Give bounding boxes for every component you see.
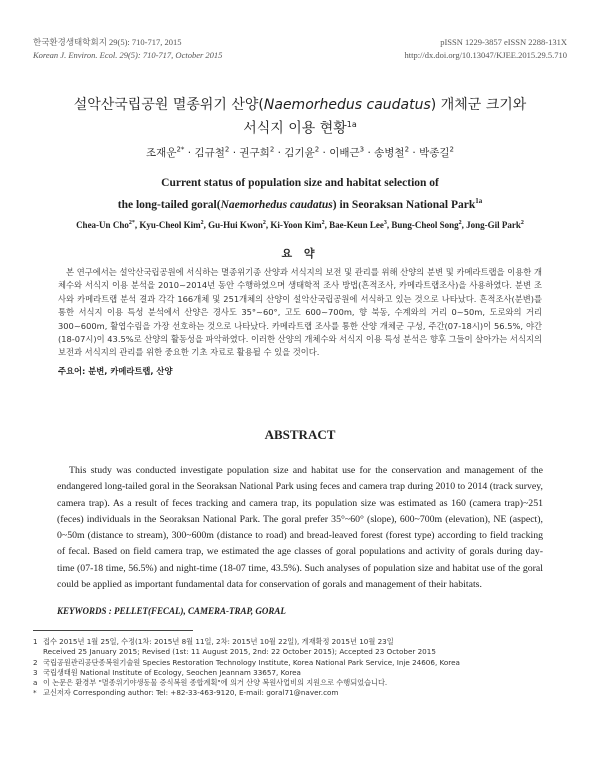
footnote-text: Received 25 January 2015; Revised (1st: 11 August 2015, 2nd: 22 October 2015); Accepted 23 October 2015 xyxy=(43,647,436,657)
author-affiliation-mark: 2 xyxy=(449,145,454,154)
title-en-footnote-mark: 1a xyxy=(475,197,483,205)
author xyxy=(270,220,324,230)
author-affiliation-mark: 2 xyxy=(520,220,524,226)
title-kr-footnote-mark: 1a xyxy=(346,120,357,129)
title-kr-species: Naemorhedus caudatus xyxy=(263,97,431,113)
author xyxy=(146,147,184,159)
author-affiliation-mark: 2 xyxy=(224,145,230,154)
author-name: 송병철 xyxy=(374,147,405,159)
title-en-part2: ) in Seoraksan National Park xyxy=(332,198,476,211)
title-kr-part1: 설악산국립공원 멸종위기 산양( xyxy=(73,97,264,113)
title-english xyxy=(0,174,600,214)
authors-english: Chea-Un Cho$^{2*}$, Kyu-Cheol Kim$^2$, Gu-Hui Kwon$^2$, Ki-Yoon Kim$^2$, Bae-Keun Lee$^3$, Bung-Cheol Song$^2$, Jong-Gil Park$^2$ xyxy=(76,220,524,230)
author-affiliation-mark: 2* xyxy=(128,220,135,226)
footnote-text: 국립공원관리공단종복원기술원 Species Restoration Technology Institute, Korea National Park Service, Inje 24606, Korea xyxy=(43,657,460,667)
title-en-species: Naemorhedus caudatus xyxy=(220,198,333,211)
author xyxy=(329,220,387,230)
footnote-mark xyxy=(33,647,43,657)
author-name: 이배근 xyxy=(329,147,360,159)
title-en-part1: the long-tailed goral( xyxy=(117,198,221,211)
title-en-line1: Current status of population size and habitat selection of xyxy=(161,177,439,189)
summary-kr-keywords: 주요어: 분변, 카메라트랩, 산양 xyxy=(58,366,173,376)
author-name: Gu-Hui Kwon xyxy=(208,220,263,230)
author-affiliation-mark: 2 xyxy=(321,220,325,226)
author-name: Bung-Cheol Song xyxy=(391,220,459,230)
journal-header-left xyxy=(33,36,222,62)
footnote-text: 접수 2015년 1월 25일, 수정(1차: 2015년 8월 11일, 2차: 2015년 10월 22일), 게재확정 2015년 10월 23일 xyxy=(43,637,394,646)
author-name: 김규철 xyxy=(194,147,225,159)
author xyxy=(419,147,454,159)
author-affiliation-mark: 2 xyxy=(404,145,410,154)
author-name: Bae-Keun Lee xyxy=(329,220,384,230)
footnote-text: 교신저자 Corresponding author: Tel: +82-33-463-9120, E-mail: goral71@naver.com xyxy=(43,688,339,698)
author-name: Chea-Un Cho xyxy=(76,220,129,230)
issn-line: pISSN 1229-3857 eISSN 2288-131X xyxy=(440,37,567,47)
author-affiliation-mark: 2* xyxy=(176,145,185,154)
footnote-mark: 2 xyxy=(33,657,38,667)
author-name: Jong-Gil Park xyxy=(466,220,521,230)
footnote-item xyxy=(33,658,573,668)
author xyxy=(239,147,274,159)
author xyxy=(284,147,319,159)
footnote-mark: 3 xyxy=(33,667,38,677)
footnote-item xyxy=(33,678,573,688)
summary-kr-heading: 요 약 xyxy=(281,247,319,260)
author-affiliation-mark: 2 xyxy=(458,220,462,226)
footnote-item xyxy=(33,647,573,657)
footnote-divider xyxy=(33,630,193,631)
author-affiliation-mark: 3 xyxy=(359,145,365,154)
footnote-item xyxy=(33,668,573,678)
author-affiliation-mark: 2 xyxy=(200,220,204,226)
abstract-heading: ABSTRACT xyxy=(264,427,336,442)
summary-kr-body: 본 연구에서는 설악산국립공원에 서식하는 멸종위기종 산양과 서식지의 보전 및 관리를 위해 산양의 분변 및 카메라트랩을 이용한 개체수와 서식지 이용 분석을 2010~2014년 동안 수행하였으며 생태학적 조사 방법(흔적조사, 카메라트랩조사)을 사용하였다. 분변 조사와 카메라트랩 분석 결과 각각 166개체 및 251개체의 산양이 설악산국립공원에 서식하고 있는 것으로 나타났다. 흔적조사(분변)를 통한 서식지 이용 특성 분석에서 산양은 경사도 35°~60°, 고도 600~700m, 향 북동, 수계와의 거리 0~50m, 도로와의 거리 300~600m, 활엽수림을 가장 선호하는 것으로 나타났다. 카메라트랩 조사를 통한 산양 개체군 구성, 주간(07-18시)이 56.5%, 야간(18-07시)이 43.5%로 산양의 활동성을 파악하였다. 이러한 산양의 개체수와 서식지 이용 특성 분석은 향후 그들이 살아가는 서식지의 보전과 서식지의 관리를 위한 중요한 기초 자료로 활용될 수 있을 것이다. xyxy=(58,267,542,358)
footnote-mark: * xyxy=(33,688,37,698)
author-name: 권구희 xyxy=(239,147,270,159)
journal-header-right xyxy=(404,36,567,62)
author-affiliation-mark: 2 xyxy=(262,220,266,226)
title-korean xyxy=(0,95,600,139)
footnote-item xyxy=(33,637,573,647)
footnote-text: 이 논문은 환경부 "멸종위기야생동물 증식복원 종합계획"에 의거 산양 복원사업비의 지원으로 수행되었습니다. xyxy=(43,678,388,688)
author xyxy=(194,147,229,159)
author xyxy=(76,220,135,230)
footnote-item xyxy=(33,688,573,698)
author-name: 조재운 xyxy=(146,147,177,159)
author-name: Ki-Yoon Kim xyxy=(270,220,322,230)
author-name: 김기윤 xyxy=(284,147,315,159)
author-affiliation-mark: 2 xyxy=(269,145,275,154)
footnotes xyxy=(33,637,573,699)
author xyxy=(329,147,364,159)
title-kr-line2: 서식지 이용 현황 xyxy=(243,120,347,137)
journal-citation-kr: 한국환경생태학회지 29(5): 710-717, 2015 xyxy=(33,37,182,47)
author xyxy=(374,147,409,159)
doi-link[interactable]: http://dx.doi.org/10.13047/KJEE.2015.29.5.710 xyxy=(404,50,567,60)
author xyxy=(208,220,266,230)
author xyxy=(466,220,524,230)
abstract-keywords: KEYWORDS : PELLET(FECAL), CAMERA-TRAP, GORAL xyxy=(57,606,286,616)
author-name: Kyu-Cheol Kim xyxy=(139,220,201,230)
author-affiliation-mark: 3 xyxy=(383,220,387,226)
author xyxy=(139,220,203,230)
author-name: 박종길 xyxy=(419,147,450,159)
footnote-mark: a xyxy=(33,678,38,688)
author xyxy=(391,220,461,230)
authors-korean: 조재운$^{2*}$ · 김규철$^2$ · 권구희$^2$ · 김기윤$^2$ · 이배근$^3$ · 송병철$^2$ · 박종길$^2$ xyxy=(146,145,454,159)
footnote-text: 국립생태원 National Institute of Ecology, Seochen Jeannam 33657, Korea xyxy=(43,667,301,677)
title-kr-part2: ) 개체군 크기와 xyxy=(430,97,527,113)
author-affiliation-mark: 2 xyxy=(314,145,320,154)
footnote-mark: 1 xyxy=(33,637,38,646)
abstract-body: This study was conducted investigate population size and habitat use for the conservation and management of the endangered long-tailed goral in the Seoraksan National Park using feces and camera trap during 2010 to 2014 (track survey, camera trap). As a result of feces tracking and camera trap, its population size was estimated as 160 (camera trap)~251 (feces) individuals in the Seoraksan National Park. The goral prefer 35°~60° (slope), 600~700m (elevation), NE (aspect), 0~50m (distance to stream), 300~600m (distance to road) and bread-leaved forest (forest type) according to field tracking of fecal. Based on field camera trap, we estimated the age classes of goral populations and activity of gorals during day-time (07-18 time, 56.5%) and night-time (18-07 time, 43.5%). Such analyses of population size and habitat use of the goral could be applied as important fundamental data for conservation of gorals and management of their habitats. xyxy=(57,465,543,591)
journal-citation-en: Korean J. Environ. Ecol. 29(5): 710-717, October 2015 xyxy=(33,50,223,60)
